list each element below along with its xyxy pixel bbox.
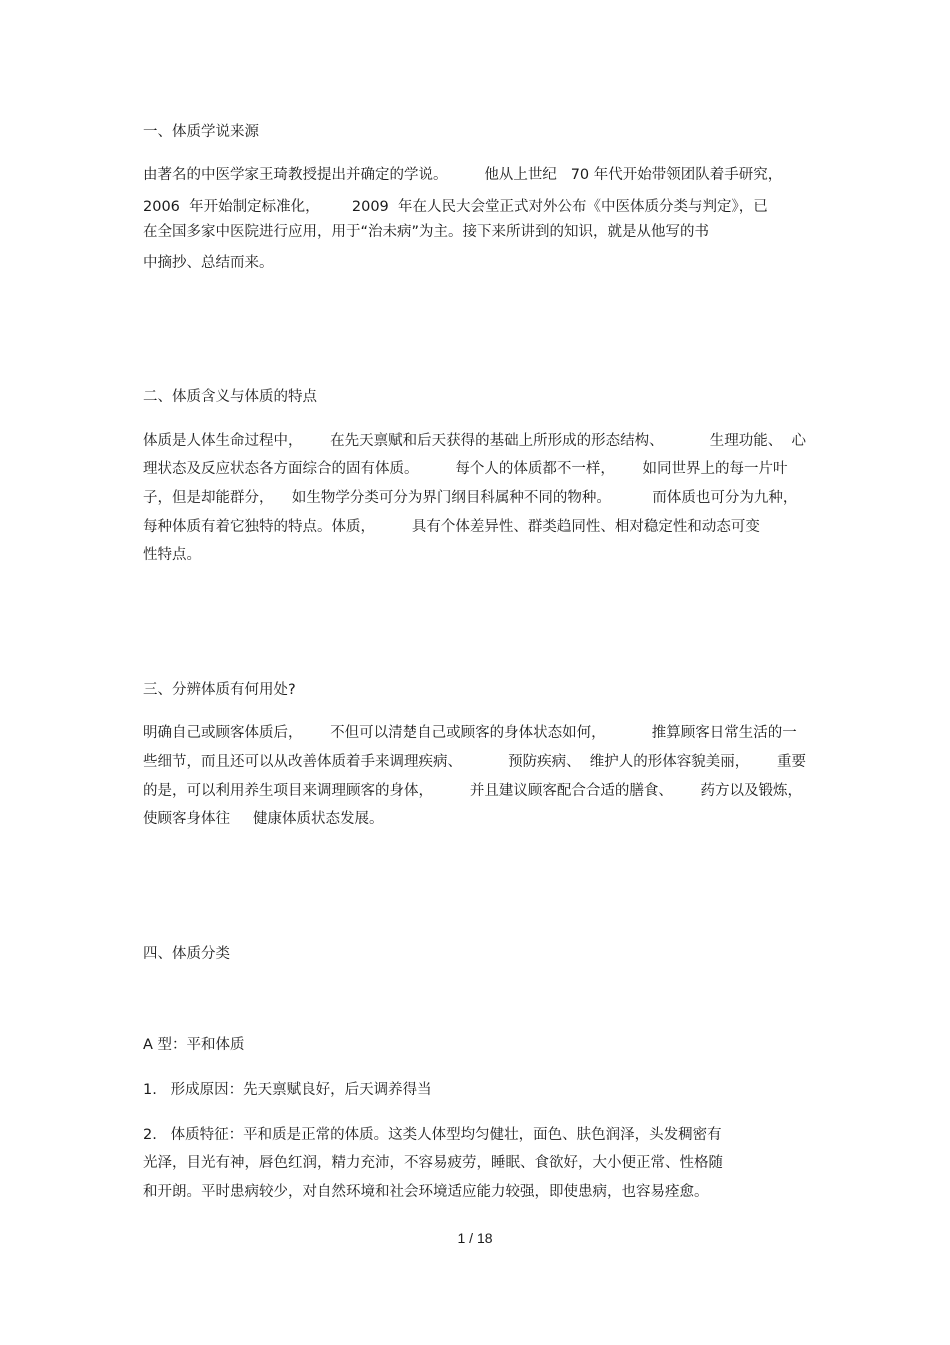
type-a-heading: A 型：平和体质 [143, 1037, 245, 1053]
paragraph-line: 中摘抄、总结而来。 [143, 255, 274, 271]
paragraph-line: 性特点。 [143, 547, 201, 563]
type-a-item-2-line: 光泽，目光有神，唇色红润，精力充沛，不容易疲劳，睡眠、食欲好，大小便正常、性格随 [143, 1155, 723, 1171]
paragraph-line: 些细节，而且还可以从改善体质着手来调理疾病、 预防疾病、 维护人的形体容貌美丽， 重要 [143, 754, 806, 770]
page-number: 1 / 18 [457, 1230, 493, 1246]
section-heading-2: 二、体质含义与体质的特点 [143, 389, 317, 405]
section-heading-1: 一、体质学说来源 [143, 124, 259, 140]
section-heading-4: 四、体质分类 [143, 946, 230, 962]
paragraph-line: 2006 年开始制定标准化， 2009 年在人民大会堂正式对外公布《中医体质分类与判定》，已 [143, 199, 768, 215]
type-a-item-2-line: 和开朗。平时患病较少，对自然环境和社会环境适应能力较强，即使患病，也容易痊愈。 [143, 1184, 709, 1200]
paragraph-line: 体质是人体生命过程中， 在先天禀赋和后天获得的基础上所形成的形态结构、 生理功能、 心 [143, 433, 806, 449]
paragraph-line: 子，但是却能群分， 如生物学分类可分为界门纲目科属种不同的物种。 而体质也可分为九种， [143, 490, 798, 506]
paragraph-line: 由著名的中医学家王琦教授提出并确定的学说。 他从上世纪 70 年代开始带领团队着手研究， [143, 167, 783, 183]
paragraph-line: 每种体质有着它独特的特点。体质， 具有个体差异性、群类趋同性、相对稳定性和动态可变 [143, 519, 760, 535]
paragraph-line: 在全国多家中医院进行应用，用于“治未病”为主。接下来所讲到的知识，就是从他写的书 [143, 224, 710, 240]
section-heading-3: 三、分辨体质有何用处? [143, 682, 296, 698]
paragraph-line: 理状态及反应状态各方面综合的固有体质。 每个人的体质都不一样， 如同世界上的每一片叶 [143, 461, 788, 477]
paragraph-line: 的是，可以利用养生项目来调理顾客的身体， 并且建议顾客配合合适的膳食、 药方以及锻炼， [143, 783, 803, 799]
paragraph-line: 明确自己或顾客体质后， 不但可以清楚自己或顾客的身体状态如何， 推算顾客日常生活的一 [143, 725, 797, 741]
paragraph-line: 使顾客身体往 健康体质状态发展。 [143, 811, 384, 827]
type-a-item-1: 1. 形成原因：先天禀赋良好，后天调养得当 [143, 1082, 432, 1098]
type-a-item-2-line: 2. 体质特征：平和质是正常的体质。这类人体型均匀健壮，面色、肤色润泽，头发稠密有 [143, 1127, 722, 1143]
